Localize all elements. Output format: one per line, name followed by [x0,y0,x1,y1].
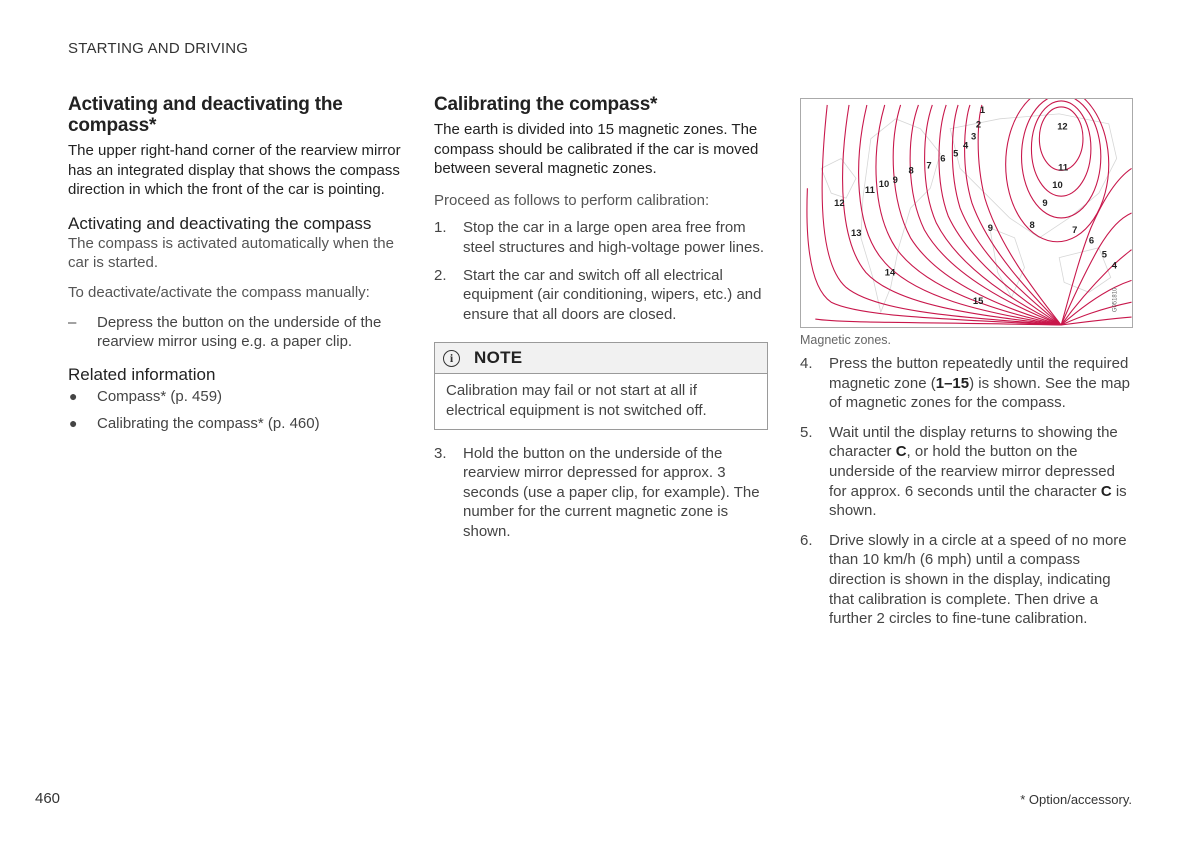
zone-number-label: 4 [1111,259,1117,271]
related-link-calibrating[interactable] [68,414,402,434]
note-box [434,342,768,429]
calibration-step-6 [800,531,1134,629]
middle-column [434,94,768,550]
zone-number-label: 11 [864,184,875,196]
step-text: Drive slowly in a circle at a speed of no more than 10 km/h (6 mph) until a compass direction is shown in the display, indicating that calibration is complete. Then drive a further 2 circles to fine-tune calibration. [829,531,1127,628]
zone-number-label: 6 [1088,234,1095,246]
zone-number-label: 12 [1057,120,1068,132]
magnetic-zones-map [800,98,1133,328]
step-text: Stop the car in a large open area free from steel structures and high-voltage power lines. [463,219,764,256]
step-text: Start the car and switch off all electrical equipment (air conditioning, wipers, etc.) and ensure that all doors are closed. [463,266,762,323]
left-column [68,94,402,442]
auto-activation-text: The compass is activated automatically when the car is started. [68,234,394,272]
note-text: Calibration may fail or not start at all if electrical equipment is not switched off. [446,382,707,419]
zone-number-label: 7 [1072,223,1078,235]
zone-number-label: 2 [975,118,982,130]
compass-intro-text: The upper right-hand corner of the rearview mirror has an integrated display that shows the compass direction in which the front of the car is pointing. [68,142,401,199]
zone-number-label: 6 [940,152,946,164]
calibration-intro-text: The earth is divided into 15 magnetic zones. The compass should be calibrated if the car is moved between several magnetic zones. [434,121,759,178]
manual-step-item [68,313,402,352]
related-info-title: Related information [68,364,216,384]
zone-number-label: 11 [1058,161,1069,173]
bullet-mark: ● [69,387,78,404]
zone-number-label: 10 [1052,179,1063,191]
calibration-step-2 [434,266,768,325]
zone-number-label: 9 [892,174,898,186]
zone-number-label: 13 [851,226,862,238]
isogonic-line [1061,302,1131,325]
step-number: 5. [800,423,813,441]
zone-number-label: 7 [926,159,932,171]
related-link-text[interactable]: Compass* (p. 459) [97,387,223,405]
section-header: STARTING AND DRIVING [68,40,249,57]
proceed-text: Proceed as follows to perform calibration: [434,191,710,209]
info-icon: i [443,350,460,367]
isogonic-line [822,105,1061,325]
dash-mark: – [68,313,77,331]
isogonic-line [965,105,1062,325]
calibration-step-4 [800,354,1134,413]
zone-number-label: 10 [878,178,890,190]
zone-number-label: 14 [884,266,896,278]
zone-number-label: 4 [963,139,969,151]
step-text: Wait until the display returns to showing the character C, or hold the button on the underside of the rearview mirror depressed for approx. 6 seconds until the character C is shown. [829,423,1127,520]
zone-number-label: 3 [970,130,977,142]
bullet-mark: ● [69,415,78,432]
step-number: 6. [800,531,813,549]
manual-activation-text: To deactivate/activate the compass manually: [68,283,370,301]
step-number: 1. [434,219,447,237]
zone-number-label: 15 [972,295,984,307]
map-caption: Magnetic zones. [800,333,892,347]
related-link-compass[interactable] [68,387,402,407]
zone-number-label: 12 [834,197,845,209]
isogonic-line [843,105,1062,325]
calibration-step-3 [434,444,768,542]
note-header [435,343,767,374]
step-text: Hold the button on the underside of the rearview mirror depressed for approx. 3 seconds (use a paper clip, for example). The number for the current magnetic zone is shown. [463,444,760,540]
step-number: 3. [434,444,447,462]
zone-number-label: 1 [979,103,986,115]
zone-number-label: 8 [908,164,914,176]
map-code: G051810 [1112,287,1119,313]
related-link-text[interactable]: Calibrating the compass* (p. 460) [97,415,320,433]
isogonic-line [876,105,1061,325]
zone-number-label: 8 [1029,218,1035,230]
activation-subtitle: Activating and deactivating the compass [68,213,372,233]
step-number: 2. [434,266,447,284]
calibration-step-1 [434,218,768,257]
step-text: Press the button repeatedly until the required magnetic zone (1–15) is shown. See the map of magnetic zones for the compass. [829,355,1131,412]
zone-number-label: 5 [1101,248,1108,260]
footnote: * Option/accessory. [1020,792,1132,807]
compass-activation-title: Activating and deactivating the compass* [68,94,343,136]
isogonic-line [939,105,1061,325]
calibration-step-5 [800,423,1134,521]
zone-number-label: 9 [987,221,994,233]
right-column [800,98,1134,637]
manual-step-text: Depress the button on the underside of the rearview mirror using e.g. a paper clip. [97,313,382,351]
zone-number-label: 5 [953,147,959,159]
calibration-title: Calibrating the compass* [434,94,658,115]
note-title: NOTE [474,348,523,368]
isogonic-line [925,105,1062,325]
page-number: 460 [35,790,61,807]
zone-number-label: 9 [1042,197,1048,209]
step-number: 4. [800,355,813,372]
